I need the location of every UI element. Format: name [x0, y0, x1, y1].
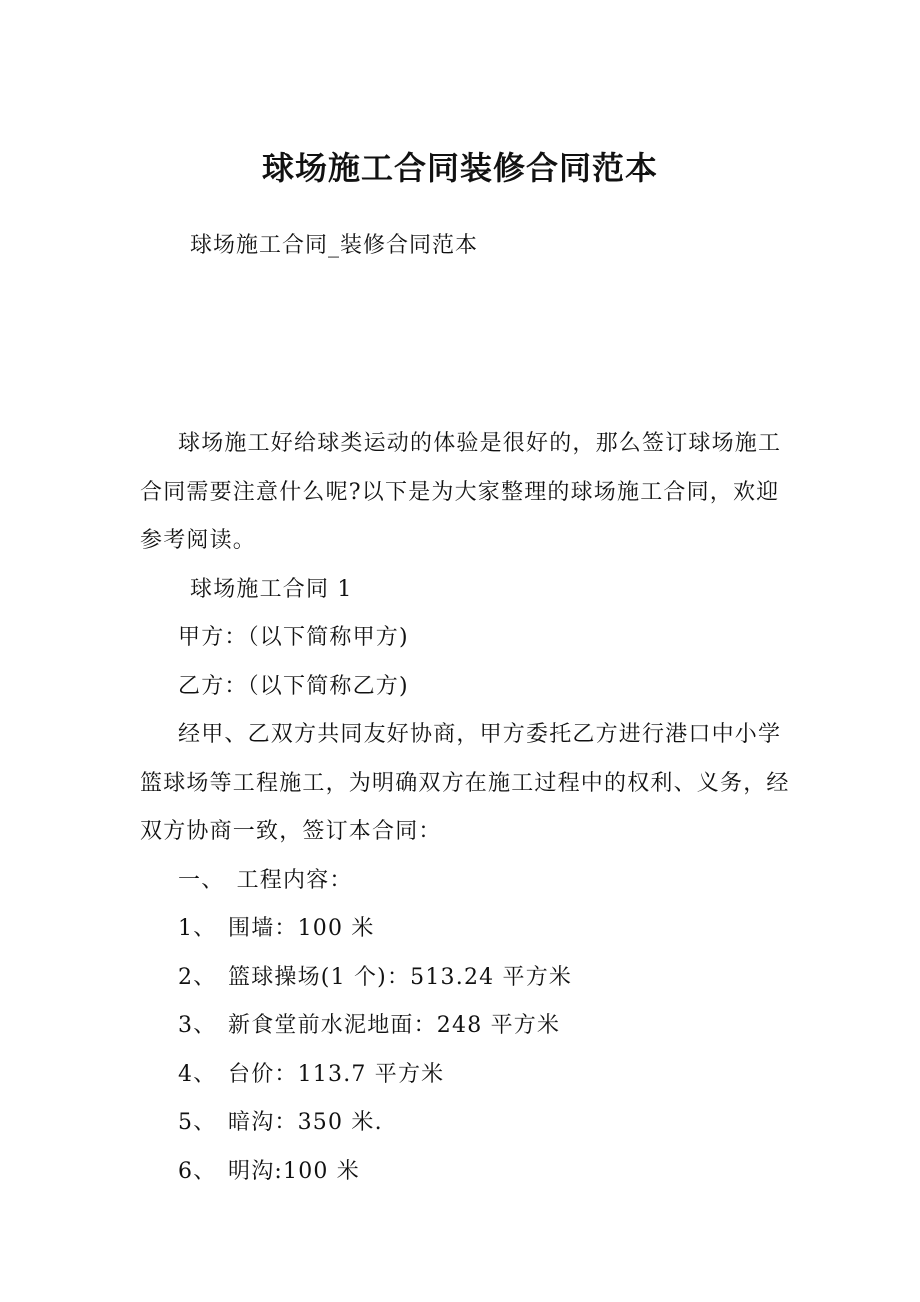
agreement-paragraph: 经甲、乙双方共同友好协商，甲方委托乙方进行港口中小学篮球场等工程施工，为明确双方在施工过程中的权利、义务，经双方协商一致，签订本合同：	[140, 722, 790, 844]
document-body	[140, 420, 790, 1196]
list-item	[140, 1051, 790, 1100]
section-heading: 一、 工程内容：	[178, 867, 353, 893]
party-b-line: 乙方：（以下简称乙方)	[178, 673, 409, 699]
list-item-text: 围墙：100 米	[228, 916, 375, 941]
list-item	[140, 954, 790, 1003]
list-item	[140, 905, 790, 954]
list-item-number: 1、	[178, 916, 217, 941]
intro-paragraph: 球场施工好给球类运动的体验是很好的，那么签订球场施工合同需要注意什么呢?以下是为大家整理的球场施工合同，欢迎参考阅读。	[140, 431, 782, 553]
list-item-text: 新食堂前水泥地面：248 平方米	[228, 1013, 561, 1038]
list-item-text: 暗沟：350 米.	[228, 1110, 383, 1135]
list-item-text: 台价：113.7 平方米	[228, 1061, 445, 1087]
document-title: 球场施工合同装修合同范本	[261, 149, 658, 187]
list-item-number: 5、	[178, 1110, 217, 1135]
list-item	[140, 1148, 790, 1197]
list-item-text: 明沟:100 米	[228, 1158, 360, 1184]
list-item-number: 6、	[178, 1158, 217, 1184]
document-subtitle: 球场施工合同_装修合同范本	[190, 233, 479, 258]
list-item-number: 2、	[178, 964, 217, 990]
list-item-number: 3、	[178, 1013, 217, 1038]
party-a-line: 甲方：（以下简称甲方)	[178, 625, 409, 650]
list-item	[140, 1099, 790, 1148]
list-item	[140, 1002, 790, 1051]
list-item-text: 篮球操场(1 个)：513.24 平方米	[228, 964, 573, 990]
contract-heading: 球场施工合同 1	[190, 576, 353, 602]
list-item-number: 4、	[178, 1061, 217, 1087]
